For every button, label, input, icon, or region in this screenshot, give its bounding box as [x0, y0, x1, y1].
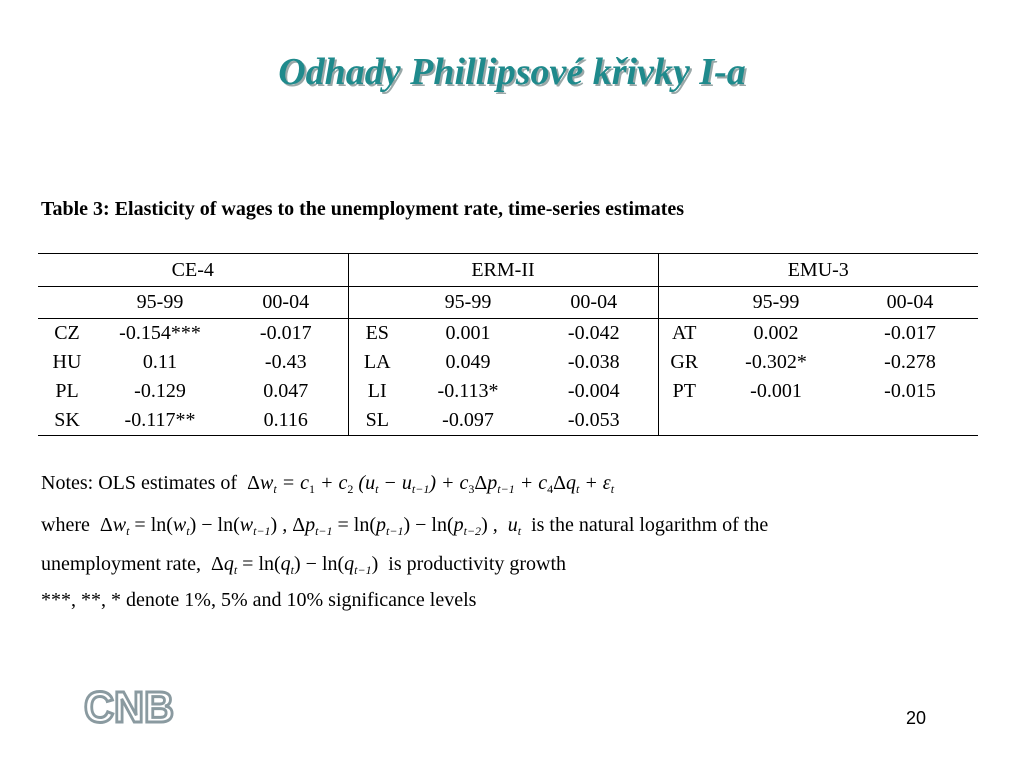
- group-header-row: [38, 254, 978, 287]
- significance-note: ***, **, * denote 1%, 5% and 10% significance levels: [41, 589, 477, 611]
- value-cell: -0.004: [567, 380, 620, 402]
- cnb-logo: [84, 684, 176, 728]
- country-cell: ES: [348, 319, 406, 349]
- value-cell: -0.017: [884, 322, 936, 344]
- country-cell: HU: [52, 351, 82, 373]
- value-cell: -0.154***: [119, 322, 201, 344]
- group-emu3: EMU-3: [658, 254, 978, 287]
- notes-suffix: is the natural logarithm of the: [531, 514, 769, 536]
- period-label: 00-04: [530, 287, 658, 319]
- value-cell: 0.11: [142, 351, 178, 373]
- country-cell: SL: [348, 406, 406, 436]
- country-cell: SK: [38, 406, 96, 436]
- value-cell: -0.302*: [745, 351, 807, 373]
- table-caption: Table 3: Elasticity of wages to the unemployment rate, time-series estimates: [41, 198, 685, 220]
- period-header-row: [38, 287, 978, 319]
- equation-definitions: $\Delta w_t = \ln(w_t) - \ln(w_{t-1})$ , $\Delta p_{t-1} = \ln(p_{t-1}) - \ln(p_{t-2})$ , $u_t$: [99, 514, 522, 538]
- cnb-logo-text: CNB: [84, 684, 174, 728]
- value-cell: -0.053: [530, 406, 658, 436]
- period-label: 00-04: [842, 287, 978, 319]
- country-cell: LI: [348, 377, 406, 406]
- equation-productivity: $\Delta q_t = \ln(q_t) - \ln(q_{t-1})$: [210, 553, 379, 577]
- value-cell: 0.047: [263, 380, 309, 402]
- notes-suffix: is productivity growth: [388, 553, 567, 575]
- table-row: [38, 319, 978, 349]
- value-cell: -0.042: [567, 322, 620, 344]
- value-cell: -0.001: [750, 380, 802, 402]
- value-cell: -0.278: [884, 351, 936, 373]
- equation-model: $\Delta w_t = c_1 + c_2$ $(u_t - u_{t-1}) + c_3\Delta p_{t-1} + c_4\Delta q_t + \varepsilon_t$: [247, 472, 615, 496]
- value-cell: -0.113*: [437, 380, 499, 402]
- table-row: [38, 377, 978, 406]
- value-cell: 0.116: [224, 406, 348, 436]
- notes-where: where: [41, 514, 90, 536]
- period-label: 95-99: [710, 287, 842, 319]
- group-erm2: ERM-II: [348, 254, 658, 287]
- value-cell: -0.017: [259, 322, 312, 344]
- country-cell: CZ: [54, 322, 80, 344]
- table-row: [38, 348, 978, 377]
- country-cell: GR: [658, 348, 710, 377]
- period-label: 95-99: [96, 287, 224, 319]
- slide-title: Odhady Phillipsové křivky I-a: [278, 51, 746, 93]
- value-cell: -0.015: [884, 380, 936, 402]
- country-cell: PL: [55, 380, 79, 402]
- value-cell: -0.43: [264, 351, 307, 373]
- notes-line-3: [41, 553, 566, 578]
- value-cell: -0.097: [406, 406, 530, 436]
- value-cell: -0.038: [567, 351, 620, 373]
- elasticity-table: [38, 253, 978, 436]
- page-number: 20: [906, 708, 927, 728]
- group-ce4: CE-4: [171, 259, 214, 281]
- table-row: [38, 406, 978, 436]
- notes-prefix: Notes: OLS estimates of: [41, 472, 238, 494]
- value-cell: -0.117**: [96, 406, 224, 436]
- notes-line-1: [41, 472, 614, 497]
- period-label: 00-04: [224, 287, 348, 319]
- value-cell: 0.049: [445, 351, 491, 373]
- country-cell: AT: [658, 319, 710, 349]
- value-cell: 0.002: [753, 322, 799, 344]
- period-label: 95-99: [406, 287, 530, 319]
- value-cell: -0.129: [134, 380, 186, 402]
- country-cell: LA: [348, 348, 406, 377]
- notes-line-2: [41, 514, 768, 539]
- notes-prefix: unemployment rate,: [41, 553, 201, 575]
- country-cell: PT: [658, 377, 710, 406]
- value-cell: 0.001: [445, 322, 491, 344]
